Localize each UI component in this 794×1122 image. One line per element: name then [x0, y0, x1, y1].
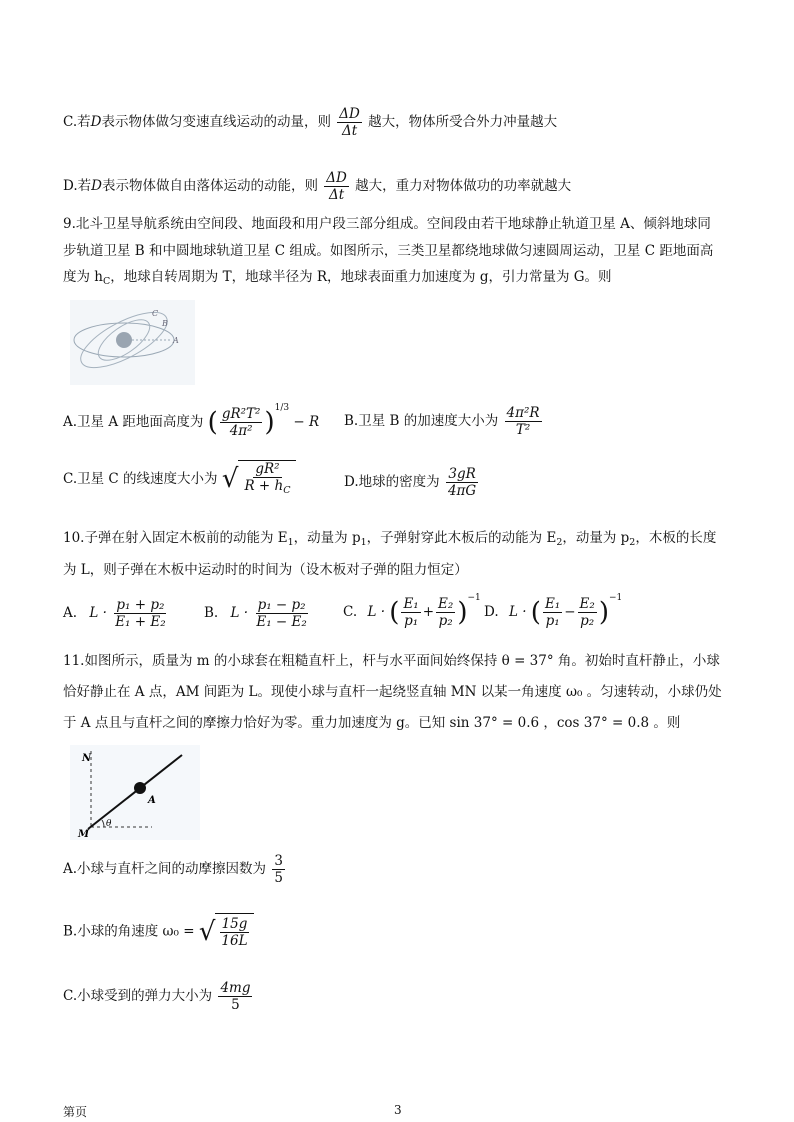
- q10-text-c: ，子弹射穿此木板后的动能为 E: [366, 530, 557, 546]
- q8-option-d: [63, 170, 571, 203]
- q10-d-frac-1: [543, 596, 562, 629]
- q11-rod-figure: [70, 745, 200, 840]
- q10-line-1: [63, 528, 716, 553]
- q9-option-a: [63, 403, 319, 439]
- paren-close: ): [457, 597, 468, 628]
- label-c: C: [152, 309, 159, 318]
- q9-a-exp: 1/3: [274, 403, 290, 413]
- q9-line-3-b: ，地球自转周期为 T，地球半径为 R，地球表面重力加速度为 g，引力常量为 G。则: [110, 269, 612, 285]
- q10-c-e1: E₁: [403, 596, 419, 612]
- q11-b-fraction: [219, 916, 249, 949]
- q8-c-frac-num: ΔD: [339, 106, 360, 122]
- paren-open: (: [530, 597, 541, 628]
- q9-line-3-a: 度为 h: [63, 269, 103, 285]
- q9-b-fraction: [505, 405, 542, 438]
- paren-close: ): [598, 597, 609, 628]
- q10-d-frac-2: [578, 596, 597, 629]
- sqrt-symbol: √ $\frac{\text{gR²}}{R + h_C}$: [222, 460, 297, 499]
- q9-c-fraction: [242, 461, 292, 499]
- q10-d-exp: −1: [608, 593, 623, 603]
- q10-b-den: E₁ − E₂: [256, 614, 307, 630]
- q8-d-var: D: [91, 178, 102, 194]
- q10-option-a: [63, 597, 170, 630]
- q8-d-fraction: [324, 170, 349, 203]
- q11-line-2: 恰好静止在 A 点，AM 间距为 L。现使小球与直杆一起绕竖直轴 MN 以某一角速度 ω₀ 。匀速转动，小球仍处: [63, 684, 722, 700]
- q9-option-c: [63, 460, 296, 499]
- q10-b-fraction: [254, 597, 308, 630]
- q10-d-l: L ·: [508, 604, 527, 620]
- q10-d-p1: p₁: [545, 613, 560, 629]
- q10-option-d: [484, 593, 622, 629]
- label-a: A: [148, 795, 156, 806]
- paren-close: ): [264, 407, 275, 438]
- q10-d-label: D.: [484, 604, 499, 620]
- paren-open: (: [207, 407, 218, 438]
- q8-option-c: [63, 106, 557, 139]
- q9-b-num: 4π²R: [506, 405, 540, 421]
- q10-sub-1: 1: [287, 537, 294, 548]
- label-theta: θ: [106, 819, 112, 829]
- q11-option-a: [63, 853, 287, 886]
- q10-c-l: L ·: [367, 604, 385, 620]
- q8-d-frac-num: ΔD: [326, 170, 347, 186]
- q11-a-den: 5: [274, 870, 283, 886]
- q8-c-suffix: 越大，物体所受合外力冲量越大: [368, 114, 558, 130]
- q9-c-num: gR²: [255, 461, 280, 477]
- q10-option-c: [343, 593, 481, 629]
- q9-d-text: D.地球的密度为: [344, 474, 440, 490]
- q10-c-op: +: [422, 604, 435, 620]
- q10-c-label: C.: [343, 604, 358, 620]
- label-b: B: [162, 319, 168, 328]
- q8-d-suffix: 越大，重力对物体做功的功率就越大: [355, 178, 572, 194]
- q10-b-label: B.: [204, 605, 219, 621]
- q10-d-op: −: [564, 604, 576, 620]
- q10-c-frac-2: [436, 596, 455, 629]
- q9-c-den-main: R + h: [244, 478, 284, 494]
- q8-c-fraction: [337, 106, 362, 139]
- q10-sub-3: 2: [556, 537, 563, 548]
- label-a: A: [173, 336, 179, 345]
- q9-line-3-sub: C: [103, 276, 111, 287]
- q10-d-e1: E₁: [544, 596, 561, 612]
- q10-c-p2: p₂: [438, 613, 453, 629]
- q10-option-b: [204, 597, 311, 630]
- q10-text-e: ，木板的长度: [635, 530, 717, 546]
- q10-c-exp: −1: [467, 593, 481, 603]
- q9-b-den: T²: [515, 422, 531, 438]
- label-n: N: [82, 753, 92, 764]
- q9-a-den: 4π²: [229, 423, 253, 439]
- q10-sub-2: 1: [360, 537, 367, 548]
- q9-d-den: 4πG: [447, 483, 477, 499]
- earth-icon: [116, 332, 132, 348]
- q11-c-fraction: [218, 980, 252, 1013]
- q11-option-c: [63, 980, 254, 1013]
- q10-b-num: p₁ − p₂: [257, 597, 306, 613]
- q11-c-den: 5: [231, 997, 240, 1013]
- q10-sub-4: 2: [629, 537, 636, 548]
- q8-c-frac-den: Δt: [341, 123, 358, 139]
- q9-line-1: 9.北斗卫星导航系统由空间段、地面段和用户段三部分组成。空间段由若干地球静止轨道卫星 A、倾斜地球同: [63, 216, 711, 232]
- q10-d-e2: E₂: [579, 596, 595, 612]
- q9-c-text: C.卫星 C 的线速度大小为: [63, 471, 218, 487]
- q9-line-2: 步轨道卫星 B 和中圆地球轨道卫星 C 组成。如图所示，三类卫星都绕地球做匀速圆周运动，卫星 C 距地面高: [63, 243, 714, 259]
- q11-b-text: B.小球的角速度 ω₀ =: [63, 923, 195, 940]
- q10-b-l: L ·: [230, 605, 249, 621]
- q10-c-p1: p₁: [404, 613, 419, 629]
- q10-text-b: ，动量为 p: [293, 530, 361, 546]
- paren-open: (: [389, 597, 400, 628]
- q8-c-prefix: C.若: [63, 114, 91, 130]
- q11-c-text: C.小球受到的弹力大小为: [63, 988, 213, 1004]
- q10-c-e2: E₂: [438, 596, 454, 612]
- q11-b-num: 15g: [221, 916, 248, 932]
- label-m: M: [78, 829, 90, 840]
- q10-text-d: ，动量为 p: [562, 530, 630, 546]
- q9-a-fraction: [220, 406, 263, 439]
- q11-b-den: 16L: [221, 933, 248, 949]
- q9-a-num: gR²T²: [221, 406, 261, 422]
- q9-d-num: 3gR: [448, 466, 476, 482]
- q9-a-tail: − R: [293, 414, 320, 430]
- q8-c-var: D: [90, 114, 102, 130]
- q9-c-den: [242, 478, 292, 499]
- page-number: 3: [394, 1103, 402, 1117]
- sqrt-symbol: √ $\frac{15g}{16L}$: [199, 913, 254, 951]
- q10-d-p2: p₂: [580, 613, 595, 629]
- q9-line-3: [63, 267, 612, 292]
- q10-c-frac-1: [401, 596, 420, 629]
- q11-a-num: 3: [274, 853, 283, 869]
- q9-d-fraction: [446, 466, 478, 499]
- q11-line-3: 于 A 点且与直杆之间的摩擦力恰好为零。重力加速度为 g。已知 sin 37° = 0.6 ，cos 37° = 0.8 。则: [63, 715, 681, 731]
- q8-c-mid: 表示物体做匀变速直线运动的动量，则: [101, 114, 331, 130]
- q9-b-text: B.卫星 B 的加速度大小为: [344, 413, 499, 429]
- q11-line-1: 11.如图所示，质量为 m 的小球套在粗糙直杆上，杆与水平面间始终保持 θ = 37° 角。初始时直杆静止，小球: [63, 653, 720, 669]
- q9-a-text: A.卫星 A 距地面高度为: [63, 414, 204, 430]
- q11-a-text: A.小球与直杆之间的动摩擦因数为: [63, 861, 267, 877]
- q11-option-b: [63, 913, 254, 951]
- ball-icon: [134, 782, 146, 794]
- q10-a-label: A.: [63, 605, 78, 621]
- q9-option-d: [344, 466, 480, 499]
- q10-a-den: E₁ + E₂: [115, 614, 166, 630]
- q10-a-num: p₁ + p₂: [116, 597, 165, 613]
- q10-line-2: 为 L，则子弹在木板中运动时的时间为（设木板对子弹的阻力恒定）: [63, 562, 468, 578]
- footer-left: 第页: [63, 1105, 88, 1119]
- q9-c-den-sub: C: [283, 485, 291, 496]
- q11-c-num: 4mg: [220, 980, 251, 996]
- q8-d-mid: 表示物体做自由落体运动的动能，则: [101, 178, 318, 194]
- q9-option-b: [344, 405, 544, 438]
- q8-d-prefix: D.若: [63, 178, 92, 194]
- q10-a-l: L ·: [89, 605, 107, 621]
- q9-orbit-figure: [70, 300, 195, 385]
- q10-text-a: 10.子弹在射入固定木板前的动能为 E: [63, 530, 288, 546]
- q8-d-frac-den: Δt: [328, 187, 345, 203]
- q10-a-fraction: [113, 597, 167, 630]
- q11-a-fraction: [272, 853, 285, 886]
